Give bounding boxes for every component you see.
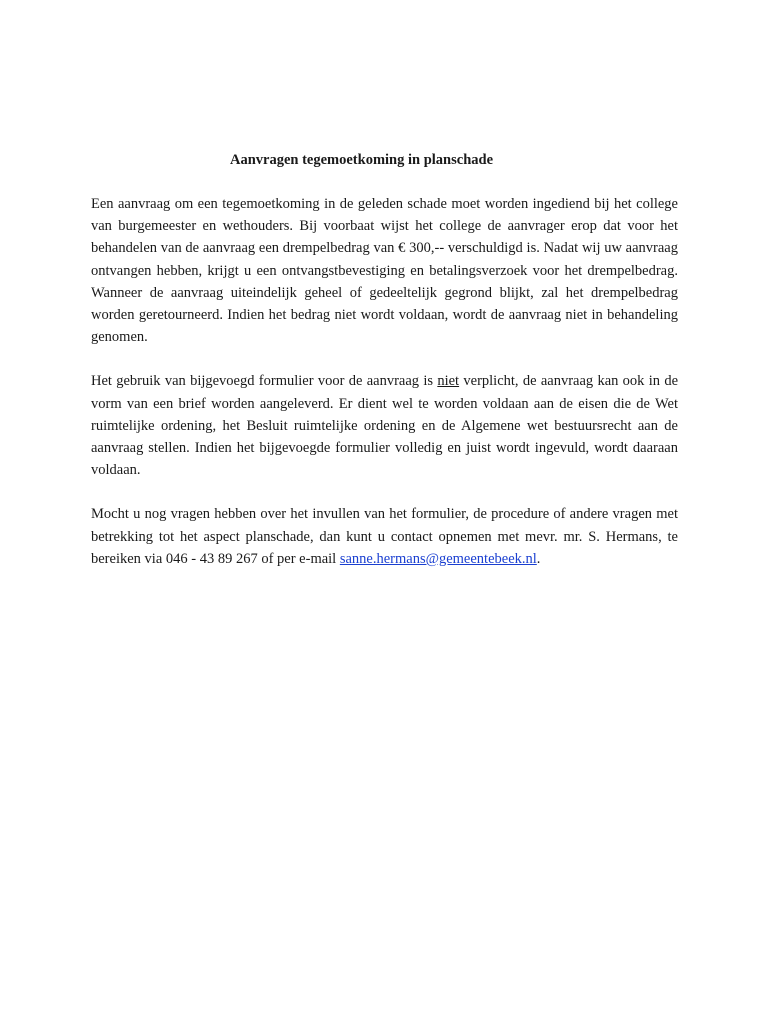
paragraph-contact-end: . xyxy=(536,550,541,567)
underlined-word-niet: niet xyxy=(437,373,460,390)
document-title: Aanvragen tegemoetkoming in planschade xyxy=(230,152,494,168)
paragraph-form-usage xyxy=(91,370,678,481)
email-link[interactable]: sanne.hermans@gemeentebeek.nl xyxy=(339,550,537,567)
paragraph-contact xyxy=(91,503,678,570)
document-body xyxy=(91,150,678,592)
paragraph-threshold-fee: Een aanvraag om een tegemoetkoming in de geleden schade moet worden ingediend bij het college van burgemeester en wethouders. Bij voorbaat wijst het college de aanvrager erop dat voor het behandelen van de aanvraag een drempelbedrag van € 300,-- verschuldigd is. Nadat wij uw aanvraag ontvangen hebben, krijgt u een ontvangstbevestiging en betalingsverzoek voor het drempelbedrag. Wanneer de aanvraag uiteindelijk geheel of gedeeltelijk gegrond blijkt, zal het drempelbedrag worden geretourneerd. Indien het bedrag niet wordt voldaan, wordt de aanvraag niet in behandeling genomen. xyxy=(91,196,678,346)
paragraph-form-usage-start: Het gebruik van bijgevoegd formulier voor de aanvraag is xyxy=(91,373,438,390)
paragraph-form-usage-end: verplicht, de aanvraag kan ook in de vorm van een brief worden aangeleverd. Er dient wel te worden voldaan aan de eisen die de Wet ruimtelijke ordening, het Besluit ruimtelijke ordening en de Algemene wet bestuursrecht aan de aanvraag stellen. Indien het bijgevoegde formulier volledig en juist wordt ingevuld, wordt daaraan voldaan. xyxy=(91,373,679,479)
paragraph-contact-start: Mocht u nog vragen hebben over het invullen van het formulier, de procedure of andere vragen met betrekking tot het aspect planschade, dan kunt u contact opnemen met mevr. mr. S. Hermans, te bereiken via 046 - 43 89 267 of per e-mail xyxy=(91,506,678,567)
